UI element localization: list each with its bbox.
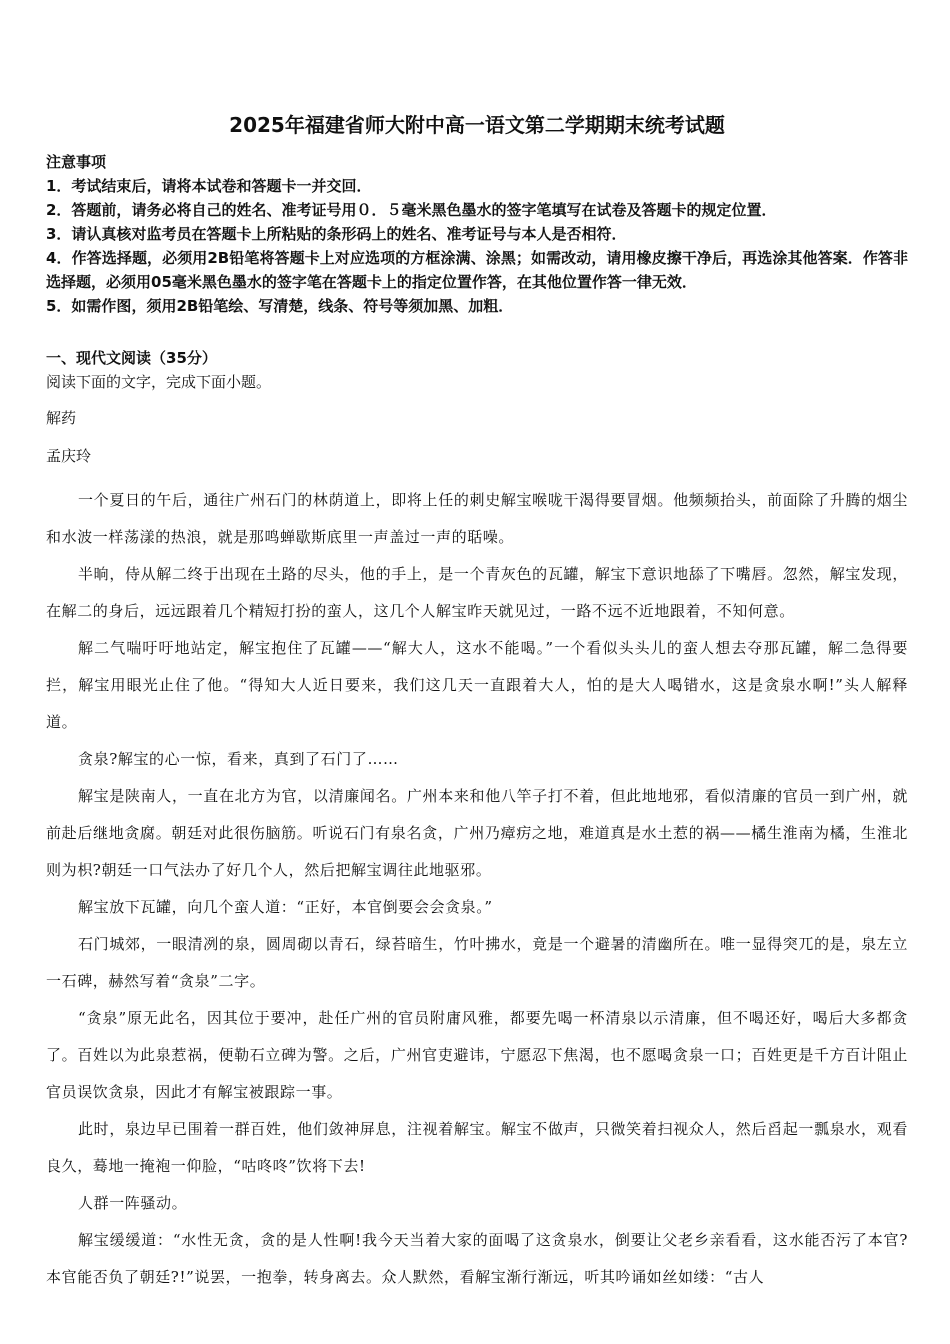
- story-body: [46, 482, 908, 1296]
- notice-item-1: 1．考试结束后，请将本试卷和答题卡一并交回．: [46, 177, 372, 195]
- notice-item-4: 4．作答选择题，必须用2B铅笔将答题卡上对应选项的方框涂满、涂黑；如需改动，请用橡皮擦干净后，再选涂其他答案．作答非选择题，必须用05毫米黑色墨水的签字笔在答题卡上的指定位置作答，在其他位置作答一律无效．: [46, 249, 908, 291]
- notice-item-3: 3．请认真核对监考员在答题卡上所粘贴的条形码上的姓名、准考证号与本人是否相符．: [46, 225, 627, 243]
- section-heading: 一、现代文阅读（35分）: [46, 349, 217, 367]
- story-paragraph-3: 解二气喘吁吁地站定，解宝抱住了瓦罐——“解大人，这水不能喝。”一个看似头头儿的蛮人想去夺那瓦罐，解二急得要拦，解宝用眼光止住了他。“得知大人近日要来，我们这几天一直跟着大人，怕的是大人喝错水，这是贪泉水啊!”头人解释道。: [46, 639, 908, 731]
- story-paragraph-4: 贪泉?解宝的心一惊，看来，真到了石门了……: [78, 750, 399, 768]
- story-paragraph-11: 解宝缓缓道：“水性无贪，贪的是人性啊!我今天当着大家的面喝了这贪泉水，倒要让父老乡亲看看，这水能否污了本官?本官能否负了朝廷?!”说罢，一抱拳，转身离去。众人默然，看解宝渐行渐远，听其吟诵如丝如缕：“古人: [46, 1231, 908, 1286]
- document-title: 2025年福建省师大附中高一语文第二学期期末统考试题: [229, 113, 725, 137]
- notice-block: [46, 150, 908, 318]
- story-paragraph-7: 石门城郊，一眼清冽的泉，圆周砌以青石，绿苔暗生，竹叶拂水，竟是一个避暑的清幽所在。唯一显得突兀的是，泉左立一石碑，赫然写着“贪泉”二字。: [46, 935, 908, 990]
- story-paragraph-8: “贪泉”原无此名，因其位于要冲，赴任广州的官员附庸风雅，都要先喝一杯清泉以示清廉，但不喝还好，喝后大多都贪了。百姓以为此泉惹祸，便勒石立碑为警。之后，广州官吏避讳，宁愿忍下焦渴，也不愿喝贪泉一口；百姓更是千方百计阻止官员误饮贪泉，因此才有解宝被跟踪一事。: [46, 1009, 908, 1101]
- notice-item-2: 2．答题前，请务必将自己的姓名、准考证号用０．５毫米黑色墨水的签字笔填写在试卷及答题卡的规定位置．: [46, 201, 777, 219]
- story-paragraph-1: 一个夏日的午后，通往广州石门的林荫道上，即将上任的刺史解宝喉咙干渴得要冒烟。他频频抬头，前面除了升腾的烟尘和水波一样荡漾的热浪，就是那鸣蝉歇斯底里一声盖过一声的聒噪。: [46, 491, 908, 546]
- story-paragraph-6: 解宝放下瓦罐，向几个蛮人道：“正好，本官倒要会会贪泉。”: [78, 898, 493, 916]
- notice-heading: 注意事项: [46, 153, 107, 171]
- story-paragraph-9: 此时，泉边早已围着一群百姓，他们敛神屏息，注视着解宝。解宝不做声，只微笑着扫视众人，然后舀起一瓢泉水，观看良久，蓦地一掩袍一仰脸，“咕咚咚”饮将下去!: [46, 1120, 908, 1175]
- story-author: 孟庆玲: [46, 447, 92, 465]
- story-paragraph-10: 人群一阵骚动。: [78, 1194, 188, 1212]
- story-paragraph-2: 半晌，侍从解二终于出现在土路的尽头，他的手上，是一个青灰色的瓦罐，解宝下意识地舔了下嘴唇。忽然，解宝发现，在解二的身后，远远跟着几个精短打扮的蛮人，这几个人解宝昨天就见过，一路不远不近地跟着，不知何意。: [46, 565, 908, 620]
- story-paragraph-5: 解宝是陕南人，一直在北方为官，以清廉闻名。广州本来和他八竿子打不着，但此地地邪，看似清廉的官员一到广州，就前赴后继地贪腐。朝廷对此很伤脑筋。听说石门有泉名贪，广州乃瘴疠之地，难道真是水土惹的祸——橘生淮南为橘，生淮北则为枳?朝廷一口气法办了好几个人，然后把解宝调往此地驱邪。: [46, 787, 908, 879]
- story-title: 解药: [46, 409, 77, 427]
- document-page: [46, 110, 908, 1296]
- reading-instruction: 阅读下面的文字，完成下面小题。: [46, 373, 272, 391]
- notice-item-5: 5．如需作图，须用2B铅笔绘、写清楚，线条、符号等须加黑、加粗．: [46, 297, 514, 315]
- notice-list: [46, 174, 908, 318]
